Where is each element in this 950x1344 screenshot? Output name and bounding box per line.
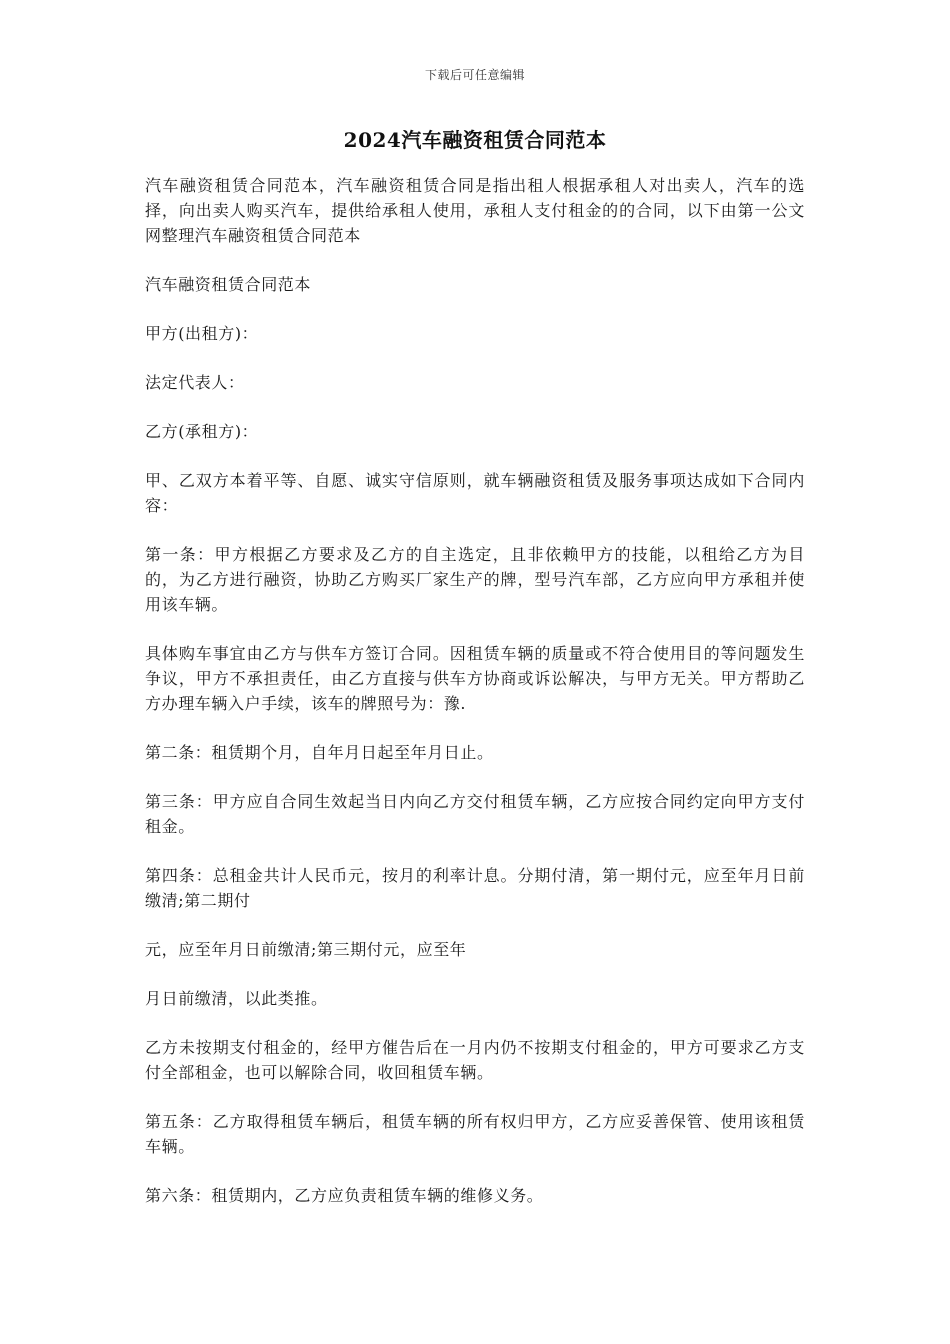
paragraph-intro: 汽车融资租赁合同范本，汽车融资租赁合同是指出租人根据承租人对出卖人，汽车的选择，向出卖人购买汽车，提供给承租人使用，承租人支付租金的的合同，以下由第一公文网整理汽车融资租赁合同范本 [145,176,805,245]
paragraph-article-2: 第二条：租赁期个月，自年月日起至年月日止。 [145,743,494,762]
document-body [145,173,805,1208]
paragraph-article-4-cont-2: 月日前缴清，以此类推。 [145,989,328,1008]
paragraph-article-4: 第四条：总租金共计人民币元，按月的利率计息。分期付清，第一期付元，应至年月日前缴清;第二期付 [145,866,805,910]
paragraph-article-6: 第六条：租赁期内，乙方应负责租赁车辆的维修义务。 [145,1186,544,1205]
paragraph-article-4-cont-1: 元，应至年月日前缴清;第三期付元，应至年 [145,940,467,959]
paragraph-article-5: 第五条：乙方取得租赁车辆后，租赁车辆的所有权归甲方，乙方应妥善保管、使用该租赁车辆。 [145,1112,805,1156]
paragraph-legal-rep: 法定代表人： [145,373,245,392]
paragraph-article-1: 第一条：甲方根据乙方要求及乙方的自主选定，且非依赖甲方的技能，以租给乙方为目的，为乙方进行融资，协助乙方购买厂家生产的牌，型号汽车部，乙方应向甲方承租并使用该车辆。 [145,545,805,614]
paragraph-subtitle: 汽车融资租赁合同范本 [145,275,312,294]
header-note: 下载后可任意编辑 [424,68,525,82]
paragraph-article-3: 第三条：甲方应自合同生效起当日内向乙方交付租赁车辆，乙方应按合同约定向甲方支付租金。 [145,792,805,836]
paragraph-late-payment: 乙方未按期支付租金的，经甲方催告后在一月内仍不按期支付租金的，甲方可要求乙方支付全部租金，也可以解除合同，收回租赁车辆。 [145,1038,805,1082]
paragraph-party-b: 乙方(承租方)： [145,422,259,441]
paragraph-party-a: 甲方(出租方)： [145,324,259,343]
document-title: 2024汽车融资租赁合同范本 [343,128,607,152]
paragraph-preamble: 甲、乙双方本着平等、自愿、诚实守信原则，就车辆融资租赁及服务事项达成如下合同内容： [145,471,805,515]
paragraph-purchase-details: 具体购车事宜由乙方与供车方签订合同。因租赁车辆的质量或不符合使用目的等问题发生争议，甲方不承担责任，由乙方直接与供车方协商或诉讼解决，与甲方无关。甲方帮助乙方办理车辆入户手续，该车的牌照号为：豫. [145,644,805,713]
